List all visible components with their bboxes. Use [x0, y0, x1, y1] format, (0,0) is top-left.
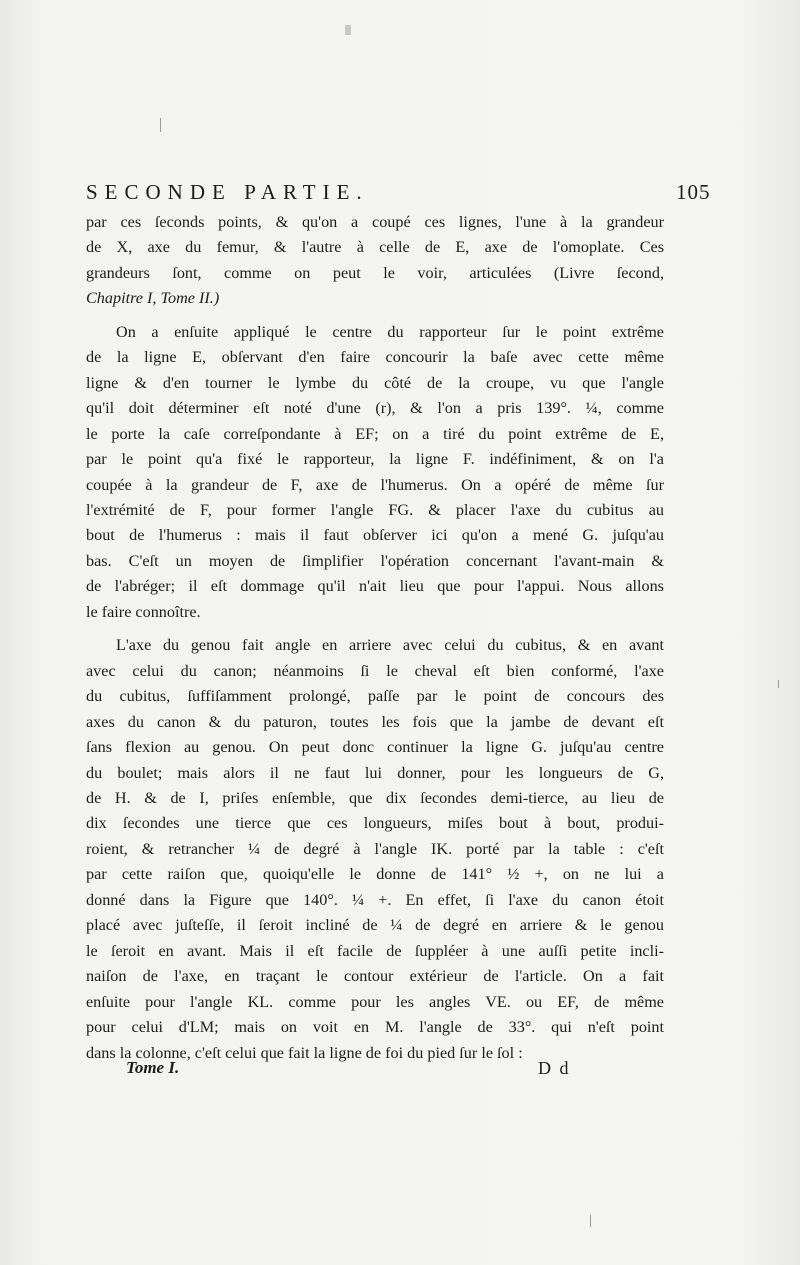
body-text	[86, 210, 664, 1066]
signature-left: Tome I.	[126, 1058, 180, 1077]
text-line: l'extrémité de F, pour former l'angle FG. & placer l'axe du cubitus au	[86, 500, 664, 519]
text-line: par le point qu'a fixé le rapporteur, la ligne F. indéfiniment, & on l'a	[86, 450, 664, 469]
text-line: ligne & d'en tourner le lymbe du côté de la croupe, vu que l'angle	[86, 373, 664, 392]
text-line: par ces ſeconds points, & qu'on a coupé ces lignes, l'une à la grandeur	[86, 213, 664, 231]
text-line: dans la colonne, c'eſt celui que fait la ligne de foi du pied ſur le ſol :	[86, 1043, 523, 1062]
speck	[590, 1215, 591, 1227]
text-line: bout de l'humerus : mais il faut obſerver ici qu'on a mené G. juſqu'au	[86, 526, 664, 545]
text-line: coupée à la grandeur de F, axe de l'humerus. On a opéré de même ſur	[86, 475, 664, 494]
text-line: pour celui d'LM; mais on voit en M. l'angle de 33°. qui n'eſt point	[86, 1018, 664, 1037]
page-number: 105	[676, 180, 711, 204]
text-line: de la ligne E, obſervant d'en faire concourir la baſe avec cette même	[86, 348, 664, 367]
text-line: grandeurs ſont, comme on peut le voir, articulées (Livre ſecond,	[86, 263, 664, 282]
text-line: le faire connoître.	[86, 602, 201, 621]
paragraph-2	[86, 320, 664, 625]
text-line: avec celui du canon; néanmoins ſi le cheval eſt bien conformé, l'axe	[86, 661, 664, 680]
text-line: ſans flexion au genou. On peut donc continuer la ligne G. juſqu'au centre	[86, 738, 664, 757]
text-line: enſuite pour l'angle KL. comme pour les angles VE. ou EF, de même	[86, 992, 664, 1011]
text-line: L'axe du genou fait angle en arriere avec celui du cubitus, & en avant	[116, 636, 664, 655]
text-line: le ſeroit en avant. Mais il eſt facile de ſuppléer à une auſſi petite incli-	[86, 941, 664, 960]
paragraph-3	[86, 633, 664, 1066]
text-line: Chapitre I, Tome II.)	[86, 289, 220, 308]
text-line: dix ſecondes une tierce que ces longueurs, miſes bout à bout, produi-	[86, 814, 664, 833]
text-line: bas. C'eſt un moyen de ſimplifier l'opération concernant l'avant-main &	[86, 551, 664, 570]
text-line: de l'abréger; il eſt dommage qu'il n'ait lieu que pour l'appui. Nous allons	[86, 577, 664, 596]
text-line: On a enſuite appliqué le centre du rapporteur ſur le point extrême	[116, 322, 664, 341]
text-line: le porte la caſe correſpondante à EF; on a tiré du point extrême de E,	[86, 424, 664, 443]
text-line: qu'il doit déterminer eſt noté d'une (r), & l'on a pris 139°. ¼, comme	[86, 399, 664, 418]
speck	[778, 680, 779, 688]
text-line: de X, axe du femur, & l'autre à celle de E, axe de l'omoplate. Ces	[86, 238, 664, 257]
speck	[345, 25, 351, 35]
paragraph-1	[86, 210, 664, 312]
text-line: de H. & de I, priſes enſemble, que dix ſecondes demi-tierce, au lieu de	[86, 788, 664, 807]
text-line: du boulet; mais alors il ne faut lui donner, pour les longueurs de G,	[86, 763, 664, 782]
signature-right: D d	[538, 1058, 571, 1078]
text-line: par cette raiſon que, quoiqu'elle le donne de 141° ½ +, on ne lui a	[86, 865, 664, 884]
text-line: du cubitus, ſuffiſamment prolongé, paſſe par le point de concours des	[86, 687, 664, 706]
text-line: roient, & retrancher ¼ de degré à l'angle IK. porté par la table : c'eſt	[86, 839, 664, 858]
text-line: naiſon de l'axe, en traçant le contour extérieur de l'article. On a fait	[86, 967, 664, 986]
text-line: donné dans la Figure que 140°. ¼ +. En effet, ſi l'axe du canon étoit	[86, 890, 664, 909]
speck	[160, 118, 161, 132]
running-head: SECONDE PARTIE.	[86, 180, 369, 204]
text-line: placé avec juſteſſe, il ſeroit incliné de ¼ de degré en arriere & le genou	[86, 916, 664, 935]
text-line: axes du canon & du paturon, toutes les fois que la jambe de devant eſt	[86, 712, 664, 731]
